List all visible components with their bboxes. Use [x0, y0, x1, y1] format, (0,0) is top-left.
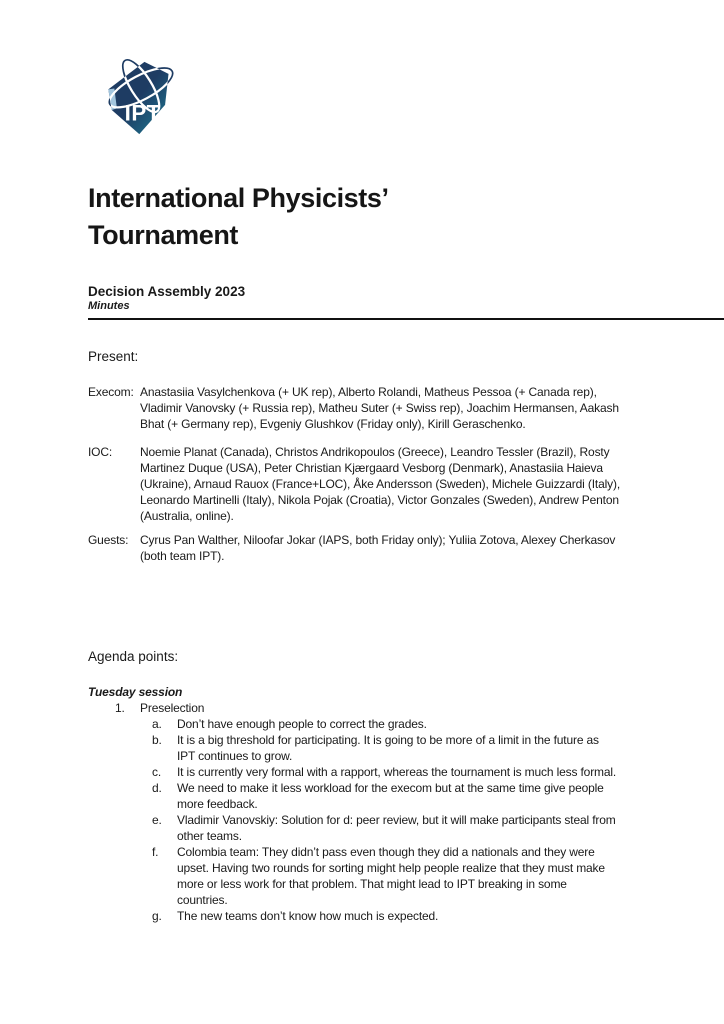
present-list: [88, 384, 688, 564]
item-marker: g.: [152, 909, 162, 923]
agenda-item: [88, 716, 688, 732]
agenda-items: [88, 716, 688, 924]
present-row-execom: [88, 384, 688, 432]
agenda-topic: [88, 700, 688, 716]
present-label: Execom:: [88, 385, 134, 399]
item-text: The new teams don’t know how much is expected.: [177, 909, 439, 923]
item-marker: a.: [152, 717, 162, 731]
topic-title: Preselection: [140, 701, 205, 715]
present-text: Noemie Planat (Canada), Christos Andrikopoulos (Greece), Leandro Tessler (Brazil), Rosty Martinez Duque (USA), Peter Christian Kjærgaard Vesborg (Denmark), Anastasiia Haieva (Ukraine), Arnaud Rauox (France+LOC), Åke Andersson (Sweden), Michele Guizzardi (Italy), Leonardo Martinelli (Italy), Nikola Pojak (Croatia), Victor Gonzales (Sweden), Andrew Penton (Australia, online).: [140, 445, 621, 523]
present-label: IOC:: [88, 445, 113, 459]
item-marker: d.: [152, 781, 162, 795]
present-text: Cyrus Pan Walther, Niloofar Jokar (IAPS, both Friday only); Yuliia Zotova, Alexey Cherkasov (both team IPT).: [140, 533, 616, 563]
agenda-item: [88, 812, 688, 844]
item-text: Colombia team: They didn’t pass even though they did a nationals and they were upset. Having two rounds for sorting might help people realize that they must make more or less work for that problem. That might lead to IPT breaking in some countries.: [177, 845, 605, 907]
agenda-item: [88, 780, 688, 812]
session-title: Tuesday session: [88, 685, 183, 699]
agenda-item: [88, 732, 688, 764]
present-label: Guests:: [88, 533, 129, 547]
agenda-item: [88, 764, 688, 780]
subtitle-block: [88, 284, 245, 313]
agenda-item: [88, 908, 688, 924]
ipt-logo: [98, 55, 184, 141]
topic-number: 1.: [115, 701, 125, 715]
agenda-body: [88, 680, 688, 924]
item-marker: e.: [152, 813, 162, 827]
item-marker: b.: [152, 733, 162, 747]
agenda-item: [88, 844, 688, 908]
agenda-heading: Agenda points:: [88, 649, 179, 664]
item-text: Vladimir Vanovskiy: Solution for d: peer review, but it will make participants steal from other teams.: [177, 813, 616, 843]
item-marker: c.: [152, 765, 162, 779]
item-text: It is a big threshold for participating. It is going to be more of a limit in the future as IPT continues to grow.: [177, 733, 599, 763]
logo-ipt-text: IPT: [124, 100, 161, 126]
item-text: We need to make it less workload for the execom but at the same time give people more feedback.: [177, 781, 604, 811]
header-divider: [88, 318, 724, 320]
item-text: It is currently very formal with a rapport, whereas the tournament is much less formal.: [177, 765, 617, 779]
present-text: Anastasiia Vasylchenkova (+ UK rep), Alberto Rolandi, Matheus Pessoa (+ Canada rep), Vladimir Vanovsky (+ Russia rep), Matheu Suter (+ Swiss rep), Joachim Hermansen, Aakash Bhat (+ Germany rep), Evgeniy Glushkov (Friday only), Kirill Geraschenko.: [140, 385, 619, 431]
present-row-ioc: [88, 444, 688, 524]
present-heading: Present:: [88, 349, 139, 364]
document-title: International Physicists’ Tournament: [88, 183, 389, 250]
item-text: Don’t have enough people to correct the grades.: [177, 717, 427, 731]
document-type-label: Minutes: [88, 300, 130, 312]
present-row-guests: [88, 532, 688, 564]
document-subtitle: Decision Assembly 2023: [88, 284, 246, 299]
item-marker: f.: [152, 845, 159, 859]
